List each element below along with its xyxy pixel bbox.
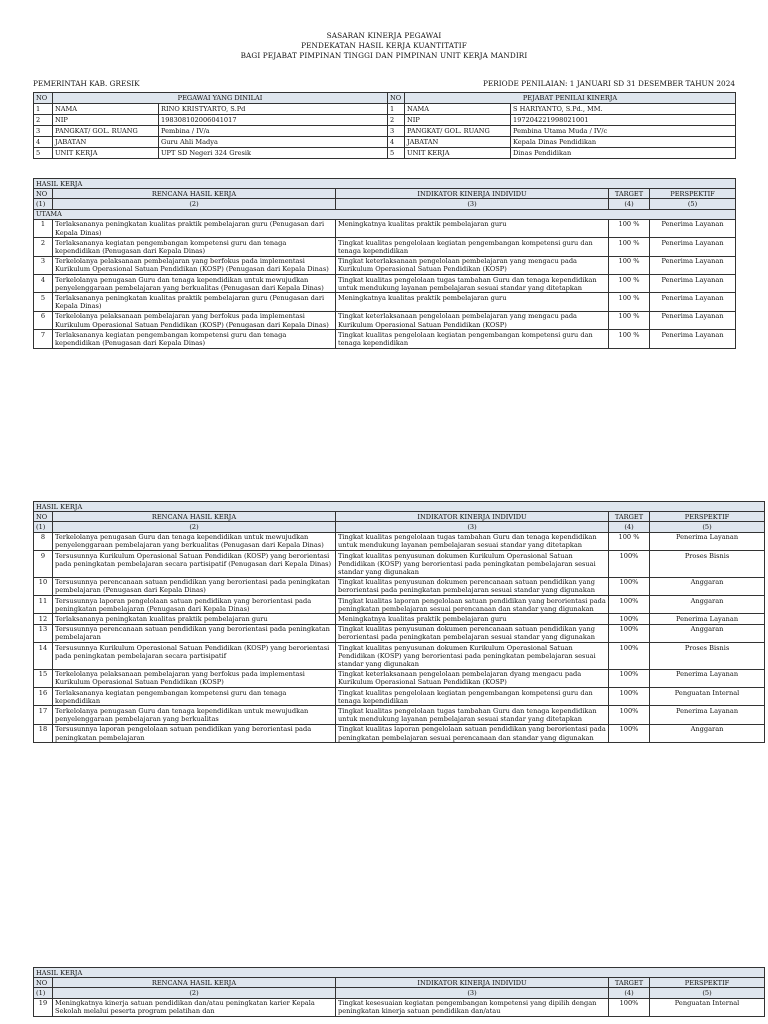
col-num-2: (2) (53, 988, 336, 998)
info-no: 1 (388, 104, 405, 115)
info-no-head: NO (388, 93, 405, 104)
row-target: 100% (609, 669, 650, 687)
info-no: 5 (34, 148, 53, 159)
info-no: 1 (34, 104, 53, 115)
hasil-kerja-band (34, 179, 736, 189)
info-label: PANGKAT/ GOL. RUANG (405, 126, 511, 137)
row-indikator: Tingkat kualitas laporan pengelolaan satuan pendidikan yang berorientasi pada peningkatan pembelajaran sesuai perencanaan dan standar yang digunakan (336, 596, 609, 614)
row-no: 9 (34, 551, 53, 578)
info-no: 3 (388, 126, 405, 137)
table-row (34, 596, 765, 614)
row-rencana: Terlaksananya peningkatan kualitas praktik pembelajaran guru (Penugasan dari Kepala Dinas) (53, 293, 336, 311)
table-row (34, 706, 765, 724)
table-row (34, 998, 765, 1016)
row-perspektif: Penerima Layanan (650, 532, 765, 550)
col-rencana: RENCANA HASIL KERJA (53, 189, 336, 199)
info-label: JABATAN (405, 137, 511, 148)
col-indikator: INDIKATOR KINERJA INDIVIDU (336, 978, 609, 988)
title-line-2: PENDEKATAN HASIL KERJA KUANTITATIF (301, 41, 467, 50)
column-header-row (34, 978, 765, 988)
row-no: 4 (34, 275, 53, 293)
info-label: NIP (405, 115, 511, 126)
col-indikator: INDIKATOR KINERJA INDIVIDU (336, 512, 609, 522)
info-no: 5 (388, 148, 405, 159)
utama-label: UTAMA (34, 209, 736, 219)
row-no: 3 (34, 256, 53, 274)
row-target: 100% (609, 596, 650, 614)
info-label: NAMA (405, 104, 511, 115)
column-number-row (34, 199, 736, 209)
row-perspektif: Penerima Layanan (650, 275, 736, 293)
row-no: 14 (34, 643, 53, 670)
document-titles (0, 31, 768, 61)
row-no: 11 (34, 596, 53, 614)
col-num-3: (3) (336, 199, 609, 209)
info-row (34, 126, 736, 137)
col-no: NO (34, 512, 53, 522)
info-label: UNIT KERJA (53, 148, 159, 159)
row-perspektif: Penerima Layanan (650, 669, 765, 687)
info-label: JABATAN (53, 137, 159, 148)
hasil-kerja-table-2 (33, 501, 765, 743)
col-num-3: (3) (336, 988, 609, 998)
row-rencana: Terkelolanya pelaksanaan pembelajaran yang berfokus pada implementasi Kurikulum Operasional Satuan Pendidikan (KOSP) (Penugasan dari Kepala Dinas) (53, 311, 336, 329)
row-perspektif: Penerima Layanan (650, 238, 736, 256)
row-indikator: Tingkat kualitas laporan pengelolaan satuan pendidikan yang berorientasi pada peningkatan pembelajaran sesuai perencanaan dan standar yang digunakan (336, 724, 609, 742)
document-meta (33, 79, 735, 88)
row-no: 8 (34, 532, 53, 550)
info-row (34, 115, 736, 126)
row-target: 100 % (609, 293, 650, 311)
row-rencana: Tersusunnya perencanaan satuan pendidikan yang berorientasi pada peningkatan pembelajaran (53, 624, 336, 642)
utama-band (34, 209, 736, 219)
row-perspektif: Anggaran (650, 624, 765, 642)
row-indikator: Tingkat keterlaksanaan pengelolaan pembelajaran yang mengacu pada Kurikulum Operasional Satuan Pendidikan (KOSP) (336, 256, 609, 274)
row-rencana: Terlaksananya peningkatan kualitas praktik pembelajaran guru (Penugasan dari Kepala Dinas) (53, 219, 336, 237)
info-no: 3 (34, 126, 53, 137)
row-rencana: Tersusunnya laporan pengelolaan satuan pendidikan yang berorientasi pada peningkatan pembelajaran (Penugasan dari Kepala Dinas) (53, 596, 336, 614)
row-perspektif: Penerima Layanan (650, 219, 736, 237)
row-indikator: Tingkat kualitas penyusunan dokumen Kurikulum Operasional Satuan Pendidikan (KOSP) yang berorientasi pada peningkatan pembelajaran sesuai standar yang digunakan (336, 551, 609, 578)
col-num-1: (1) (34, 988, 53, 998)
table-row (34, 624, 765, 642)
col-num-3: (3) (336, 522, 609, 532)
row-rencana: Terlaksananya kegiatan pengembangan kompetensi guru dan tenaga kependidikan (Penugasan dari Kepala Dinas) (53, 238, 336, 256)
row-no: 16 (34, 688, 53, 706)
title-line-3: BAGI PEJABAT PIMPINAN TINGGI DAN PIMPINAN UNIT KERJA MANDIRI (240, 51, 528, 60)
row-target: 100 % (609, 256, 650, 274)
row-target: 100 % (609, 330, 650, 348)
info-row (34, 148, 736, 159)
row-indikator: Tingkat keterlaksanaan pengelolaan pembelajaran yang mengacu pada Kurikulum Operasional Satuan Pendidikan (KOSP) (336, 311, 609, 329)
col-num-2: (2) (53, 199, 336, 209)
table-row (34, 724, 765, 742)
hasil-kerja-label: HASIL KERJA (34, 968, 765, 978)
row-target: 100% (609, 577, 650, 595)
col-num-4: (4) (609, 199, 650, 209)
col-num-4: (4) (609, 522, 650, 532)
row-no: 1 (34, 219, 53, 237)
pegawai-head: PEGAWAI YANG DINILAI (53, 93, 388, 104)
hasil-kerja-table-3 (33, 967, 765, 1017)
info-row (34, 104, 736, 115)
title-line-1: SASARAN KINERJA PEGAWAI (326, 31, 442, 40)
row-target: 100 % (609, 532, 650, 550)
table-row (34, 256, 736, 274)
table-row (34, 532, 765, 550)
info-no-head: NO (34, 93, 53, 104)
row-indikator: Tingkat kualitas pengelolaan tugas tambahan Guru dan tenaga kependidikan untuk mendukung layanan pembelajaran sesuai standar yang ditetapkan (336, 275, 609, 293)
row-no: 17 (34, 706, 53, 724)
col-num-5: (5) (650, 199, 736, 209)
row-perspektif: Anggaran (650, 577, 765, 595)
row-indikator: Tingkat kualitas pengelolaan tugas tambahan Guru dan tenaga kependidikan untuk mendukung layanan pembelajaran sesuai standar yang ditetapkan (336, 532, 609, 550)
col-num-1: (1) (34, 522, 53, 532)
row-indikator: Tingkat kualitas penyusunan dokumen perencanaan satuan pendidikan yang berorientasi pada peningkatan pembelajaran sesuai standar yang digunakan (336, 624, 609, 642)
column-header-row (34, 189, 736, 199)
row-target: 100% (609, 706, 650, 724)
row-no: 18 (34, 724, 53, 742)
row-perspektif: Anggaran (650, 724, 765, 742)
info-no: 2 (34, 115, 53, 126)
row-no: 2 (34, 238, 53, 256)
col-perspektif: PERSPEKTIF (650, 512, 765, 522)
col-rencana: RENCANA HASIL KERJA (53, 978, 336, 988)
info-row (34, 137, 736, 148)
row-rencana: Tersusunnya perencanaan satuan pendidikan yang berorientasi pada peningkatan pembelajaran (Penugasan dari Kepala Dinas) (53, 577, 336, 595)
col-perspektif: PERSPEKTIF (650, 189, 736, 199)
row-target: 100% (609, 643, 650, 670)
row-rencana: Terkelolanya pelaksanaan pembelajaran yang berfokus pada implementasi Kurikulum Operasional Satuan Pendidikan (KOSP) (53, 669, 336, 687)
info-no: 4 (34, 137, 53, 148)
row-indikator: Tingkat kualitas penyusunan dokumen perencanaan satuan pendidikan yang berorientasi pada peningkatan pembelajaran sesuai standar yang digunakan (336, 577, 609, 595)
row-perspektif: Penguatan Internal (650, 688, 765, 706)
col-num-4: (4) (609, 988, 650, 998)
pegawai-value: UPT SD Negeri 324 Gresik (159, 148, 388, 159)
row-indikator: Meningkatnya kualitas praktik pembelajaran guru (336, 219, 609, 237)
info-label: NIP (53, 115, 159, 126)
pegawai-value: Guru Ahli Madya (159, 137, 388, 148)
row-target: 100% (609, 551, 650, 578)
column-number-row (34, 988, 765, 998)
row-perspektif: Proses Bisnis (650, 643, 765, 670)
row-target: 100 % (609, 238, 650, 256)
penilai-value: Kepala Dinas Pendidikan (511, 137, 736, 148)
table-row (34, 293, 736, 311)
row-no: 12 (34, 614, 53, 624)
row-target: 100% (609, 688, 650, 706)
row-target: 100% (609, 724, 650, 742)
row-indikator: Tingkat kualitas pengelolaan tugas tambahan Guru dan tenaga kependidikan untuk mendukung layanan pembelajaran sesuai standar yang ditetapkan (336, 706, 609, 724)
row-perspektif: Penerima Layanan (650, 256, 736, 274)
row-no: 10 (34, 577, 53, 595)
hasil-kerja-band (34, 502, 765, 512)
row-rencana: Tersusunnya Kurikulum Operasional Satuan Pendidikan (KOSP) yang berorientasi pada peningkatan pembelajaran secara partisipatif (53, 643, 336, 670)
row-perspektif: Penerima Layanan (650, 706, 765, 724)
row-rencana: Terlaksananya peningkatan kualitas praktik pembelajaran guru (53, 614, 336, 624)
row-target: 100 % (609, 275, 650, 293)
col-no: NO (34, 978, 53, 988)
table-row (34, 669, 765, 687)
row-rencana: Tersusunnya Kurikulum Operasional Satuan Pendidikan (KOSP) yang berorientasi pada peningkatan pembelajaran secara partisipatif (Penugasan dari Kepala Dinas) (53, 551, 336, 578)
penilai-head: PEJABAT PENILAI KINERJA (405, 93, 736, 104)
column-header-row (34, 512, 765, 522)
col-target: TARGET (609, 189, 650, 199)
row-rencana: Terlaksananya kegiatan pengembangan kompetensi guru dan tenaga kependidikan (53, 688, 336, 706)
table-row (34, 577, 765, 595)
row-perspektif: Penerima Layanan (650, 614, 765, 624)
row-target: 100% (609, 998, 650, 1016)
row-target: 100% (609, 624, 650, 642)
info-header-row (34, 93, 736, 104)
col-target: TARGET (609, 512, 650, 522)
instansi-label: PEMERINTAH KAB. GRESIK (33, 79, 140, 88)
penilai-value: Dinas Pendidikan (511, 148, 736, 159)
row-indikator: Tingkat keterlaksanaan pengelolaan pembelajaran dyang mengacu pada Kurikulum Operasional Satuan Pendidikan (KOSP) (336, 669, 609, 687)
row-perspektif: Penerima Layanan (650, 293, 736, 311)
row-perspektif: Penerima Layanan (650, 311, 736, 329)
row-perspektif: Proses Bisnis (650, 551, 765, 578)
row-perspektif: Anggaran (650, 596, 765, 614)
col-num-5: (5) (650, 988, 765, 998)
col-num-5: (5) (650, 522, 765, 532)
row-indikator: Meningkatnya kualitas praktik pembelajaran guru (336, 293, 609, 311)
row-rencana: Terlaksananya kegiatan pengembangan kompetensi guru dan tenaga kependidikan (Penugasan dari Kepala Dinas) (53, 330, 336, 348)
row-perspektif: Penerima Layanan (650, 330, 736, 348)
penilai-value: S HARIYANTO, S.Pd., MM. (511, 104, 736, 115)
col-rencana: RENCANA HASIL KERJA (53, 512, 336, 522)
table-row (34, 551, 765, 578)
row-rencana: Terkelolanya penugasan Guru dan tenaga kependidikan untuk mewujudkan penyelenggaraan pembelajaran yang berkualitas (Penugasan dari Kepala Dinas) (53, 275, 336, 293)
hasil-kerja-label: HASIL KERJA (34, 179, 736, 189)
info-label: UNIT KERJA (405, 148, 511, 159)
info-label: PANGKAT/ GOL. RUANG (53, 126, 159, 137)
table-row (34, 311, 736, 329)
col-perspektif: PERSPEKTIF (650, 978, 765, 988)
row-no: 6 (34, 311, 53, 329)
column-number-row (34, 522, 765, 532)
table-row (34, 330, 736, 348)
row-rencana: Terkelolanya pelaksanaan pembelajaran yang berfokus pada implementasi Kurikulum Operasional Satuan Pendidikan (KOSP) (Penugasan dari Kepala Dinas) (53, 256, 336, 274)
table-row (34, 688, 765, 706)
row-indikator: Tingkat kualitas pengelolaan kegiatan pengembangan kompetensi guru dan tenaga kependidikan (336, 330, 609, 348)
row-rencana: Meningkatnya kinerja satuan pendidikan dan/atau peningkatan karier Kepala Sekolah melalui peserta program pelatihan dan (53, 998, 336, 1016)
row-no: 7 (34, 330, 53, 348)
col-target: TARGET (609, 978, 650, 988)
col-no: NO (34, 189, 53, 199)
row-no: 19 (34, 998, 53, 1016)
col-num-2: (2) (53, 522, 336, 532)
row-no: 5 (34, 293, 53, 311)
pegawai-value: 198308102006041017 (159, 115, 388, 126)
col-num-1: (1) (34, 199, 53, 209)
pegawai-value: Pembina / IV/a (159, 126, 388, 137)
row-target: 100 % (609, 219, 650, 237)
row-indikator: Tingkat kualitas pengelolaan kegiatan pengembangan kompetensi guru dan tenaga kependidikan (336, 238, 609, 256)
row-target: 100 % (609, 311, 650, 329)
row-indikator: Meningkatnya kualitas praktik pembelajaran guru (336, 614, 609, 624)
info-table (33, 92, 736, 159)
row-indikator: Tingkat kualitas penyusunan dokumen Kurikulum Operasional Satuan Pendidikan (KOSP) yang berorientasi pada peningkatan pembelajaran sesuai standar yang digunakan (336, 643, 609, 670)
row-rencana: Terkelolanya penugasan Guru dan tenaga kependidikan untuk mewujudkan penyelenggaraan pembelajaran yang berkualitas (53, 706, 336, 724)
hasil-kerja-table-1 (33, 178, 736, 349)
row-target: 100% (609, 614, 650, 624)
pegawai-value: RINO KRISTYARTO, S.Pd (159, 104, 388, 115)
table-row (34, 219, 736, 237)
info-no: 2 (388, 115, 405, 126)
row-indikator: Tingkat kesesuaian kegiatan pengembangan kompetensi yang dipilih dengan peningkatan kinerja satuan pendidikan dan/atau (336, 998, 609, 1016)
penilai-value: 197204221998021001 (511, 115, 736, 126)
table-row (34, 238, 736, 256)
table-row (34, 643, 765, 670)
periode-label: PERIODE PENILAIAN: 1 JANUARI SD 31 DESEMBER TAHUN 2024 (483, 79, 735, 88)
row-no: 13 (34, 624, 53, 642)
hasil-kerja-band (34, 968, 765, 978)
penilai-value: Pembina Utama Muda / IV/c (511, 126, 736, 137)
row-rencana: Tersusunnya laporan pengelolaan satuan pendidikan yang berorientasi pada peningkatan pembelajaran (53, 724, 336, 742)
info-no: 4 (388, 137, 405, 148)
row-no: 15 (34, 669, 53, 687)
info-label: NAMA (53, 104, 159, 115)
row-indikator: Tingkat kualitas pengelolaan kegiatan pengembangan kompetensi guru dan tenaga kependidikan (336, 688, 609, 706)
col-indikator: INDIKATOR KINERJA INDIVIDU (336, 189, 609, 199)
hasil-kerja-label: HASIL KERJA (34, 502, 765, 512)
row-perspektif: Penguatan Internal (650, 998, 765, 1016)
table-row (34, 614, 765, 624)
table-row (34, 275, 736, 293)
row-rencana: Terkelolanya penugasan Guru dan tenaga kependidikan untuk mewujudkan penyelenggaraan pembelajaran yang berkualitas (Penugasan dari Kepala Dinas) (53, 532, 336, 550)
